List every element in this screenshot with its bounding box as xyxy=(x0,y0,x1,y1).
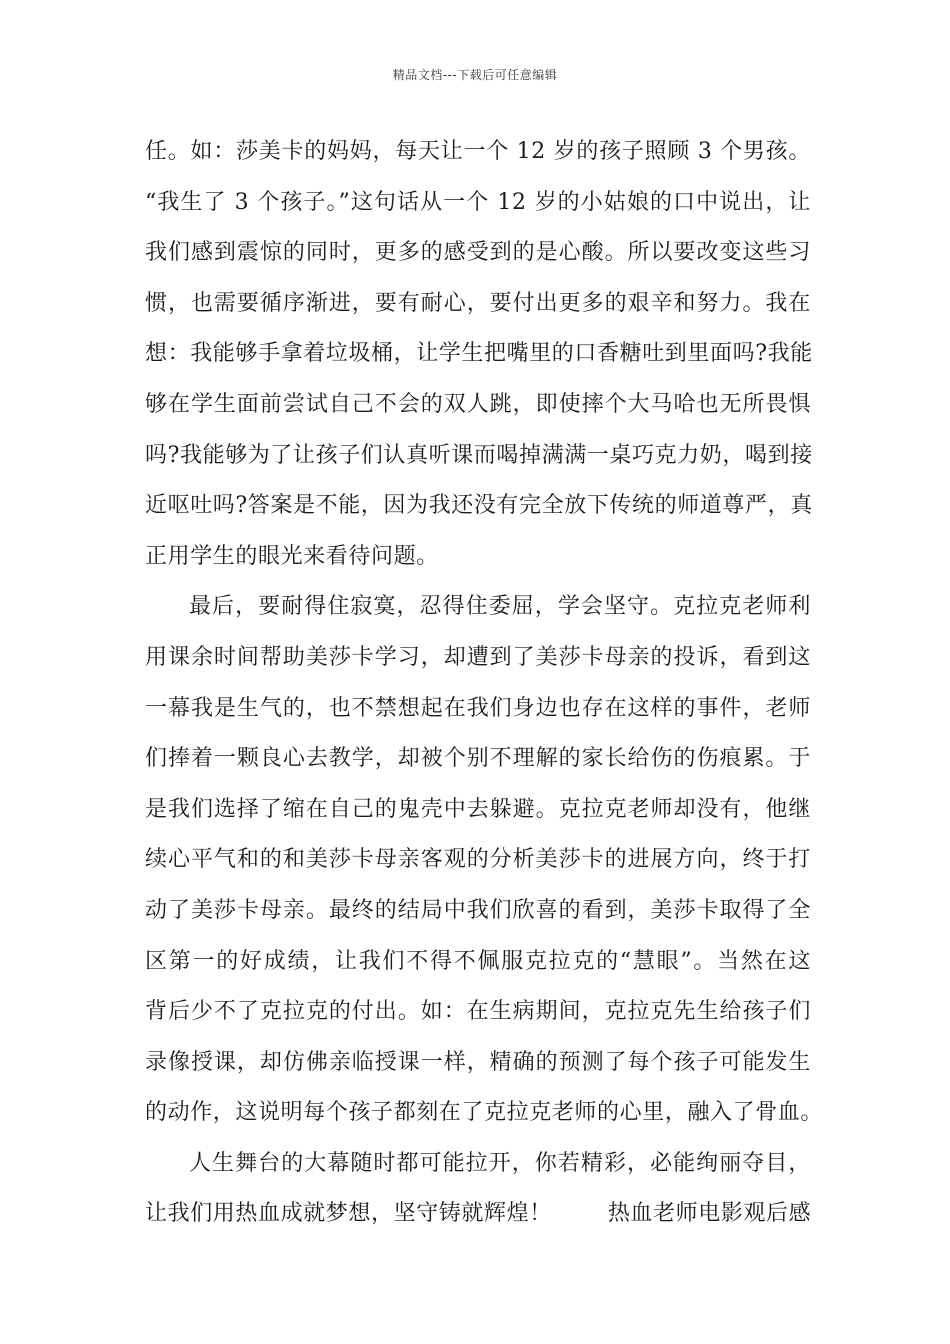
text-line: 我们感到震惊的同时，更多的感受到的是心酸。所以要改变这些习 xyxy=(145,240,811,266)
text-line: “我生了 3 个孩子。”这句话从一个 12 岁的小姑娘的口中说出，让 xyxy=(145,189,811,215)
text-line: 想：我能够手拿着垃圾桶，让学生把嘴里的口香糖吐到里面吗?我能 xyxy=(145,341,813,367)
paragraph-start-line: 人生舞台的大幕随时都可能拉开，你若精彩，必能绚丽夺目， xyxy=(189,1150,811,1176)
text-line: 用课余时间帮助美莎卡学习，却遭到了美莎卡母亲的投诉，看到这 xyxy=(145,644,811,670)
text-line: 区第一的好成绩，让我们不得不佩服克拉克的“慧眼”。当然在这 xyxy=(145,948,811,974)
text-line: 惯，也需要循序渐进，要有耐心，要付出更多的艰辛和努力。我在 xyxy=(145,290,811,316)
body-text xyxy=(145,134,824,1247)
text-line: 近呕吐吗?答案是不能，因为我还没有完全放下传统的师道尊严，真 xyxy=(145,493,813,519)
text-line: 吗?我能够为了让孩子们认真听课而喝掉满满一桌巧克力奶，喝到接 xyxy=(145,442,813,468)
text-line: 录像授课，却仿佛亲临授课一样，精确的预测了每个孩子可能发生 xyxy=(145,1049,811,1075)
text-line-final xyxy=(145,1196,811,1247)
document-title-tail: 热血老师电影观后感 xyxy=(607,1201,812,1227)
text-line: 续心平气和的和美莎卡母亲客观的分析美莎卡的进展方向，终于打 xyxy=(145,847,811,873)
text-line: 够在学生面前尝试自己不会的双人跳，即使摔个大马哈也无所畏惧 xyxy=(145,391,811,417)
text-line: 一幕我是生气的，也不禁想起在我们身边也存在这样的事件，老师 xyxy=(145,695,811,721)
page-header: 精品文档---下载后可任意编辑 xyxy=(392,68,558,82)
paragraph-start-line: 最后，要耐得住寂寞，忍得住委屈，学会坚守。克拉克老师利 xyxy=(189,594,811,620)
text-line: 任。如：莎美卡的妈妈，每天让一个 12 岁的孩子照顾 3 个男孩。 xyxy=(145,139,811,164)
text-line: 正用学生的眼光来看待问题。 xyxy=(145,543,439,569)
text-line: 们捧着一颗良心去教学，却被个别不理解的家长给伤的伤痕累。于 xyxy=(145,746,811,772)
final-sentence: 让我们用热血成就梦想，坚守铸就辉煌！ xyxy=(145,1201,552,1227)
text-line: 是我们选择了缩在自己的鬼壳中去躲避。克拉克老师却没有，他继 xyxy=(145,796,811,822)
text-line: 动了美莎卡母亲。最终的结局中我们欣喜的看到，美莎卡取得了全 xyxy=(145,897,811,923)
text-line: 的动作，这说明每个孩子都刻在了克拉克老师的心里，融入了骨血。 xyxy=(145,1100,824,1126)
text-line: 背后少不了克拉克的付出。如：在生病期间，克拉克先生给孩子们 xyxy=(145,999,811,1025)
